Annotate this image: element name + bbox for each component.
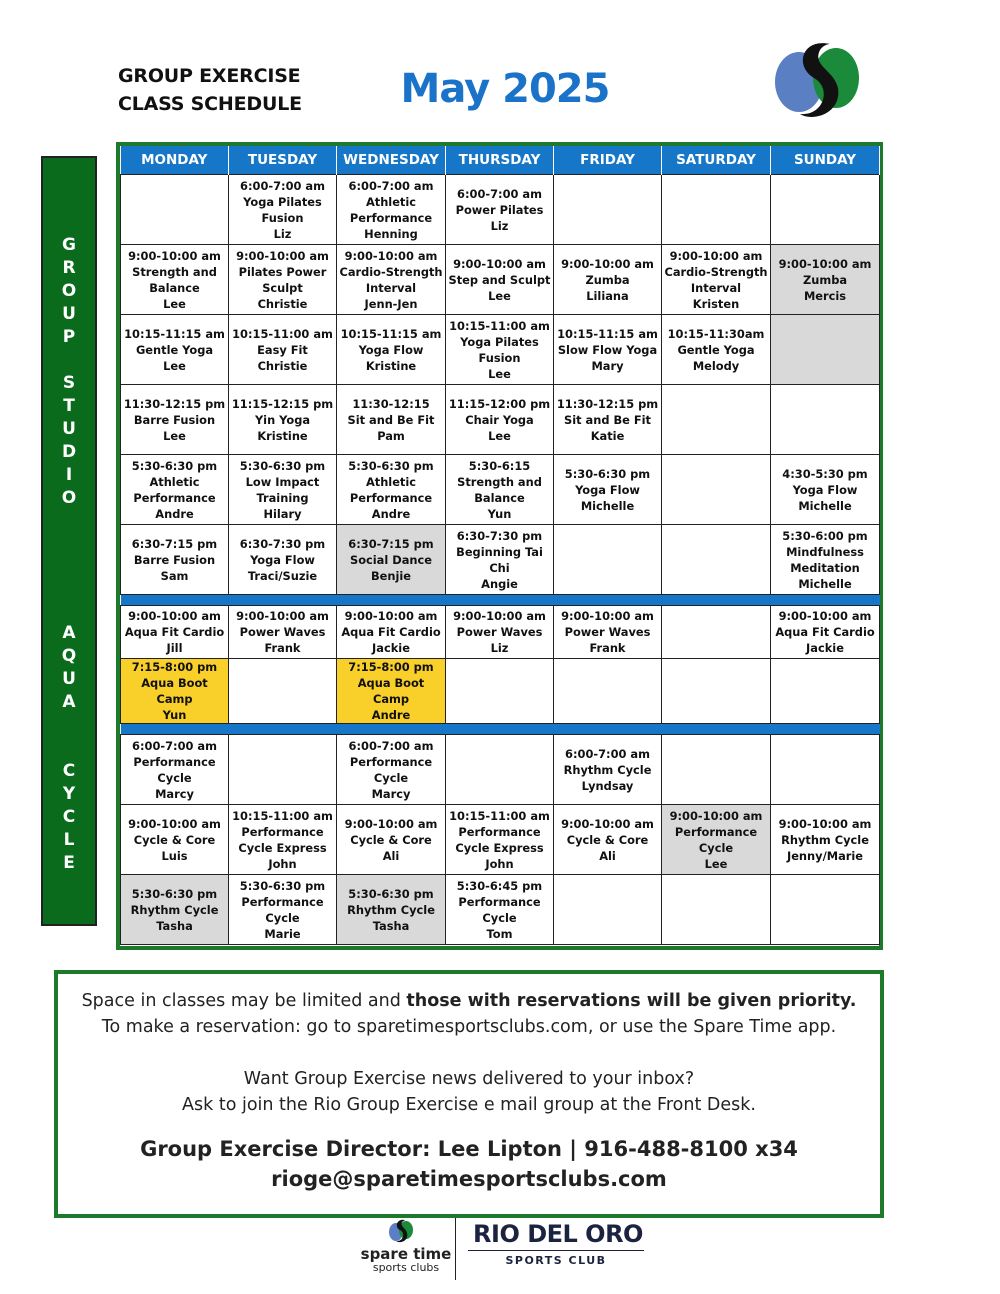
class-cell-saturday xyxy=(662,659,771,724)
schedule-row xyxy=(121,385,880,455)
class-cell-tuesday: 9:00-10:00 am Power Waves Frank xyxy=(229,606,337,659)
aqua-label: A Q U A xyxy=(61,623,77,712)
title-line-2: CLASS SCHEDULE xyxy=(118,93,302,115)
class-cell-saturday xyxy=(662,606,771,659)
class-cell-friday: 11:30-12:15 pm Sit and Be Fit Katie xyxy=(554,385,662,455)
director-contact: Group Exercise Director: Lee Lipton | 916-488-8100 x34 xyxy=(140,1137,798,1161)
class-cell-tuesday xyxy=(229,659,337,724)
class-cell-wednesday: 11:30-12:15 Sit and Be Fit Pam xyxy=(337,385,446,455)
schedule-row xyxy=(121,525,880,595)
class-cell-wednesday: 6:00-7:00 am Athletic Performance Henning xyxy=(337,175,446,245)
class-cell-monday xyxy=(121,175,229,245)
priority-notice-text: Space in classes may be limited and xyxy=(81,991,407,1011)
title-line-1: GROUP EXERCISE xyxy=(118,65,301,87)
rio-del-oro-name: RIO DEL ORO xyxy=(473,1220,643,1248)
footer-logos xyxy=(350,1216,650,1286)
class-cell-wednesday: 9:00-10:00 am Aqua Fit Cardio Jackie xyxy=(337,606,446,659)
class-cell-sunday: 9:00-10:00 am Zumba Mercis xyxy=(771,245,880,315)
class-cell-thursday: 11:15-12:00 pm Chair Yoga Lee xyxy=(446,385,554,455)
day-header-sunday: SUNDAY xyxy=(771,146,880,175)
class-cell-friday xyxy=(554,659,662,724)
class-cell-saturday xyxy=(662,175,771,245)
class-cell-thursday: 5:30-6:45 pm Performance Cycle Tom xyxy=(446,875,554,945)
class-cell-saturday xyxy=(662,525,771,595)
class-cell-tuesday: 5:30-6:30 pm Low Impact Training Hilary xyxy=(229,455,337,525)
class-cell-friday: 9:00-10:00 am Cycle & Core Ali xyxy=(554,805,662,875)
schedule-row xyxy=(121,606,880,659)
class-cell-sunday: 5:30-6:00 pm Mindfulness Meditation Michelle xyxy=(771,525,880,595)
footer-divider xyxy=(455,1218,456,1280)
class-cell-wednesday: 6:30-7:15 pm Social Dance Benjie xyxy=(337,525,446,595)
reservation-instructions: To make a reservation: go to sparetimesportsclubs.com, or use the Spare Time app. xyxy=(101,1017,837,1037)
class-cell-tuesday: 5:30-6:30 pm Performance Cycle Marie xyxy=(229,875,337,945)
newsletter-instructions: Ask to join the Rio Group Exercise e mail group at the Front Desk. xyxy=(182,1095,756,1115)
class-cell-thursday xyxy=(446,735,554,805)
class-cell-tuesday: 11:15-12:15 pm Yin Yoga Kristine xyxy=(229,385,337,455)
class-cell-monday: 9:00-10:00 am Cycle & Core Luis xyxy=(121,805,229,875)
class-cell-thursday: 6:30-7:30 pm Beginning Tai Chi Angie xyxy=(446,525,554,595)
section-sidebar xyxy=(41,156,97,926)
priority-notice xyxy=(58,988,880,1014)
spare-time-brand xyxy=(356,1246,456,1274)
class-cell-tuesday: 9:00-10:00 am Pilates Power Sculpt Christie xyxy=(229,245,337,315)
schedule-table-frame xyxy=(116,142,883,950)
day-header-wednesday: WEDNESDAY xyxy=(337,146,446,175)
class-cell-sunday: 4:30-5:30 pm Yoga Flow Michelle xyxy=(771,455,880,525)
spare-time-name: spare time xyxy=(360,1245,452,1263)
section-separator xyxy=(121,595,880,606)
class-cell-friday xyxy=(554,525,662,595)
schedule-table xyxy=(120,146,880,945)
spare-time-logo-icon xyxy=(772,36,862,122)
schedule-title xyxy=(118,62,348,118)
class-cell-monday: 11:30-12:15 pm Barre Fusion Lee xyxy=(121,385,229,455)
class-cell-sunday xyxy=(771,315,880,385)
class-cell-thursday xyxy=(446,659,554,724)
contact-email: rioge@sparetimesportsclubs.com xyxy=(271,1167,667,1191)
schedule-row xyxy=(121,175,880,245)
class-cell-saturday xyxy=(662,875,771,945)
class-cell-thursday: 5:30-6:15 Strength and Balance Yun xyxy=(446,455,554,525)
class-cell-wednesday: 5:30-6:30 pm Rhythm Cycle Tasha xyxy=(337,875,446,945)
class-cell-sunday xyxy=(771,875,880,945)
class-cell-sunday xyxy=(771,659,880,724)
class-cell-monday: 5:30-6:30 pm Athletic Performance Andre xyxy=(121,455,229,525)
reservation-info-box xyxy=(54,970,884,1218)
class-cell-friday xyxy=(554,875,662,945)
schedule-row xyxy=(121,875,880,945)
class-cell-saturday xyxy=(662,385,771,455)
newsletter-question: Want Group Exercise news delivered to your inbox? xyxy=(243,1069,695,1089)
class-cell-monday: 9:00-10:00 am Strength and Balance Lee xyxy=(121,245,229,315)
class-cell-monday: 5:30-6:30 pm Rhythm Cycle Tasha xyxy=(121,875,229,945)
day-header-row xyxy=(121,146,880,175)
section-separator xyxy=(121,724,880,735)
schedule-row xyxy=(121,245,880,315)
schedule-row xyxy=(121,805,880,875)
class-cell-monday: 9:00-10:00 am Aqua Fit Cardio Jill xyxy=(121,606,229,659)
class-cell-tuesday: 10:15-11:00 am Performance Cycle Express John xyxy=(229,805,337,875)
class-cell-friday: 5:30-6:30 pm Yoga Flow Michelle xyxy=(554,455,662,525)
class-cell-friday: 10:15-11:15 am Slow Flow Yoga Mary xyxy=(554,315,662,385)
day-header-tuesday: TUESDAY xyxy=(229,146,337,175)
class-cell-tuesday: 6:00-7:00 am Yoga Pilates Fusion Liz xyxy=(229,175,337,245)
class-cell-saturday: 10:15-11:30am Gentle Yoga Melody xyxy=(662,315,771,385)
class-cell-sunday xyxy=(771,175,880,245)
class-cell-wednesday: 5:30-6:30 pm Athletic Performance Andre xyxy=(337,455,446,525)
class-cell-wednesday: 7:15-8:00 pm Aqua Boot Camp Andre xyxy=(337,659,446,724)
class-cell-thursday: 9:00-10:00 am Step and Sculpt Lee xyxy=(446,245,554,315)
day-header-monday: MONDAY xyxy=(121,146,229,175)
cycle-label: C Y C L E xyxy=(62,761,76,873)
class-cell-friday xyxy=(554,175,662,245)
class-cell-thursday: 10:15-11:00 am Yoga Pilates Fusion Lee xyxy=(446,315,554,385)
rio-sports-club-sub: SPORTS CLUB xyxy=(505,1254,607,1267)
class-cell-monday: 10:15-11:15 am Gentle Yoga Lee xyxy=(121,315,229,385)
class-cell-saturday: 9:00-10:00 am Cardio-Strength Interval Kristen xyxy=(662,245,771,315)
class-cell-saturday: 9:00-10:00 am Performance Cycle Lee xyxy=(662,805,771,875)
day-header-friday: FRIDAY xyxy=(554,146,662,175)
class-cell-thursday: 10:15-11:00 am Performance Cycle Express John xyxy=(446,805,554,875)
month-heading: May 2025 xyxy=(400,66,610,112)
class-cell-sunday xyxy=(771,385,880,455)
class-cell-wednesday: 10:15-11:15 am Yoga Flow Kristine xyxy=(337,315,446,385)
day-header-thursday: THURSDAY xyxy=(446,146,554,175)
section-separator-bar xyxy=(121,595,880,606)
class-cell-friday: 9:00-10:00 am Zumba Liliana xyxy=(554,245,662,315)
class-cell-tuesday: 10:15-11:00 am Easy Fit Christie xyxy=(229,315,337,385)
priority-notice-bold: those with reservations will be given priority. xyxy=(406,991,857,1011)
class-cell-saturday xyxy=(662,735,771,805)
class-cell-thursday: 6:00-7:00 am Power Pilates Liz xyxy=(446,175,554,245)
class-cell-tuesday: 6:30-7:30 pm Yoga Flow Traci/Suzie xyxy=(229,525,337,595)
spare-time-small-logo-icon xyxy=(388,1218,414,1244)
rio-underline xyxy=(468,1250,644,1251)
class-cell-wednesday: 9:00-10:00 am Cycle & Core Ali xyxy=(337,805,446,875)
group-studio-label: G R O U P S T U D I O xyxy=(61,235,77,508)
class-cell-tuesday xyxy=(229,735,337,805)
class-cell-monday: 7:15-8:00 pm Aqua Boot Camp Yun xyxy=(121,659,229,724)
schedule-row xyxy=(121,455,880,525)
class-cell-monday: 6:30-7:15 pm Barre Fusion Sam xyxy=(121,525,229,595)
class-cell-wednesday: 6:00-7:00 am Performance Cycle Marcy xyxy=(337,735,446,805)
class-cell-sunday xyxy=(771,735,880,805)
class-cell-thursday: 9:00-10:00 am Power Waves Liz xyxy=(446,606,554,659)
class-cell-monday: 6:00-7:00 am Performance Cycle Marcy xyxy=(121,735,229,805)
schedule-row xyxy=(121,659,880,724)
class-cell-friday: 9:00-10:00 am Power Waves Frank xyxy=(554,606,662,659)
class-cell-saturday xyxy=(662,455,771,525)
class-cell-friday: 6:00-7:00 am Rhythm Cycle Lyndsay xyxy=(554,735,662,805)
class-cell-wednesday: 9:00-10:00 am Cardio-Strength Interval Jenn-Jen xyxy=(337,245,446,315)
spare-time-sub: sports clubs xyxy=(372,1261,440,1274)
section-separator-bar xyxy=(121,724,880,735)
class-cell-sunday: 9:00-10:00 am Aqua Fit Cardio Jackie xyxy=(771,606,880,659)
class-cell-sunday: 9:00-10:00 am Rhythm Cycle Jenny/Marie xyxy=(771,805,880,875)
schedule-row xyxy=(121,735,880,805)
day-header-saturday: SATURDAY xyxy=(662,146,771,175)
schedule-row xyxy=(121,315,880,385)
